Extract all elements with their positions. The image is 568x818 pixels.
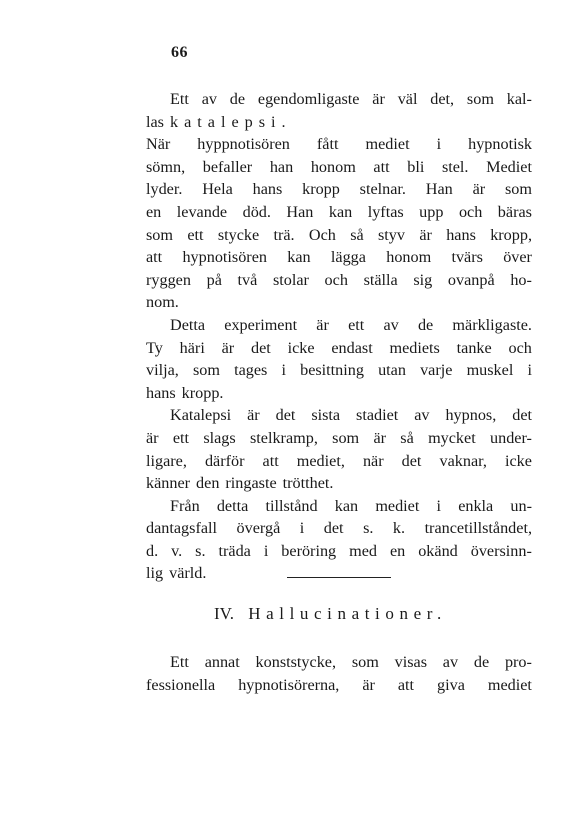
- word: nom.: [146, 293, 179, 312]
- word: v.: [171, 541, 183, 560]
- word: Från: [170, 496, 200, 515]
- word: annat: [204, 653, 240, 671]
- word: på: [206, 270, 222, 289]
- word: hans: [446, 225, 476, 244]
- word: tanke: [456, 338, 492, 357]
- word: lig: [146, 564, 164, 583]
- word: stadiet: [356, 406, 399, 425]
- word: är: [372, 90, 385, 108]
- word: hypnotisk: [468, 135, 532, 154]
- word: egendomligaste: [257, 90, 360, 108]
- word: mediet,: [296, 451, 345, 470]
- page-number: 66: [171, 44, 188, 61]
- emphasized-term: katalepsi.: [169, 112, 292, 131]
- word: är: [316, 315, 329, 334]
- text-line: [146, 651, 532, 674]
- word: kan: [334, 496, 359, 515]
- word: ho-: [510, 270, 532, 289]
- word: giva: [437, 675, 465, 694]
- word: stelkramp,: [249, 428, 318, 447]
- word: två: [237, 270, 258, 289]
- word: över: [503, 248, 532, 267]
- word: slags: [203, 428, 236, 447]
- word: muskel: [466, 361, 514, 380]
- word: s.: [363, 519, 374, 538]
- word: upp: [419, 202, 444, 221]
- word: som: [504, 180, 532, 199]
- word: att: [373, 157, 390, 176]
- word: tages: [234, 361, 268, 380]
- word: väl: [397, 90, 418, 108]
- word: ryggen: [146, 270, 191, 289]
- word: okänd: [418, 541, 458, 560]
- word: sig: [413, 270, 433, 289]
- word: i: [281, 361, 286, 380]
- word: sista: [311, 406, 341, 425]
- word: så: [400, 428, 414, 447]
- word: märkligaste.: [452, 315, 532, 334]
- continuing-text: [146, 651, 532, 696]
- word: stelnar.: [359, 180, 406, 199]
- body-text: [146, 88, 532, 585]
- word: hypnotisören: [182, 248, 267, 267]
- word: under-: [490, 428, 532, 447]
- word: trötthet.: [282, 474, 334, 493]
- word: hypnos,: [445, 406, 497, 425]
- word: och: [324, 270, 348, 289]
- word: bäras: [497, 202, 532, 221]
- section-number: IV.: [214, 604, 234, 623]
- text-line: [146, 178, 532, 201]
- text-line: [146, 269, 532, 292]
- word: ett: [348, 315, 365, 334]
- word: Mediet: [486, 157, 532, 176]
- word: trä.: [273, 225, 295, 244]
- word: och: [458, 202, 483, 221]
- word: trancetillståndet,: [424, 519, 532, 538]
- word: Ett: [170, 653, 189, 671]
- word: ovanpå: [447, 270, 495, 289]
- word: kal-: [506, 90, 532, 108]
- word: så: [350, 225, 364, 244]
- word: varje: [420, 361, 453, 380]
- word: träda: [218, 541, 251, 560]
- text-line: [146, 314, 532, 337]
- word: de: [417, 315, 434, 334]
- word: sömn,: [146, 157, 186, 176]
- word: de: [473, 653, 490, 671]
- word: mediet: [375, 496, 420, 515]
- word: ett: [187, 225, 204, 244]
- word: fått: [316, 135, 339, 154]
- word: känner: [146, 474, 191, 493]
- word: mycket: [428, 428, 476, 447]
- word: tvärs: [451, 248, 483, 267]
- word: är: [373, 428, 387, 447]
- word: är: [146, 428, 159, 447]
- word: stel.: [441, 157, 469, 176]
- word: ställa: [363, 270, 398, 289]
- word: stycke: [217, 225, 260, 244]
- word: som: [466, 90, 494, 108]
- text-line: [146, 133, 532, 156]
- word: det: [401, 451, 422, 470]
- word: Katalepsi: [170, 406, 232, 425]
- text-line: [146, 156, 532, 179]
- word: det: [323, 519, 344, 538]
- word: död.: [242, 202, 271, 221]
- word: utan: [378, 361, 406, 380]
- word: icke: [504, 451, 532, 470]
- word: stolar: [272, 270, 309, 289]
- word: Och: [308, 225, 336, 244]
- text-line: [146, 450, 532, 473]
- text-line: [146, 517, 532, 540]
- word: k.: [392, 519, 406, 538]
- word: är: [362, 675, 375, 694]
- word: icke: [287, 338, 315, 357]
- section-title: Hallucinationer.: [248, 604, 447, 623]
- word: lägga: [330, 248, 366, 267]
- word: kan: [328, 202, 353, 221]
- word: las: [146, 112, 164, 131]
- word: fessionella: [146, 675, 216, 694]
- word: kropp,: [490, 225, 532, 244]
- word: detta: [216, 496, 249, 515]
- word: av: [383, 315, 399, 334]
- word: experiment: [224, 315, 298, 334]
- word: som: [146, 225, 173, 244]
- word: en: [389, 541, 406, 560]
- word: ett: [172, 428, 190, 447]
- section-heading: [214, 604, 447, 624]
- text-line: [146, 562, 532, 585]
- word: den: [196, 474, 220, 493]
- word: hans: [252, 180, 283, 199]
- word: han: [269, 157, 294, 176]
- word: det,: [430, 90, 455, 108]
- word: av: [201, 90, 217, 108]
- word: i: [263, 541, 269, 560]
- text-line: [146, 674, 532, 697]
- word: i: [436, 135, 442, 154]
- word: d.: [146, 541, 159, 560]
- text-line: [146, 540, 532, 563]
- word: enkla: [458, 496, 494, 515]
- word: mediet: [365, 135, 410, 154]
- text-line: [146, 495, 532, 518]
- text-line: [146, 111, 532, 134]
- word: och: [508, 338, 532, 357]
- word: Ett: [170, 90, 189, 108]
- word: Ty: [146, 338, 163, 357]
- word: lyder.: [146, 180, 183, 199]
- word: en: [146, 202, 162, 221]
- word: konststycke,: [255, 653, 337, 671]
- word: mediet: [487, 675, 532, 694]
- word: Hela: [202, 180, 233, 199]
- word: levande: [176, 202, 228, 221]
- word: beröring: [281, 541, 337, 560]
- word: pro-: [504, 653, 532, 671]
- word: styv: [378, 225, 405, 244]
- word: det: [512, 406, 532, 425]
- word: i: [527, 361, 532, 380]
- word: s.: [195, 541, 206, 560]
- word: av: [414, 406, 430, 425]
- text-line: [146, 359, 532, 382]
- word: i: [436, 496, 442, 515]
- word: Detta: [170, 315, 206, 334]
- text-line: [146, 427, 532, 450]
- word: i: [299, 519, 305, 538]
- word: att: [262, 451, 279, 470]
- text-line: [146, 404, 532, 427]
- word: att: [397, 675, 415, 694]
- word: är: [419, 225, 432, 244]
- text-line: [146, 201, 532, 224]
- word: de: [229, 90, 246, 108]
- word: kropp.: [181, 383, 224, 402]
- word: därför: [204, 451, 245, 470]
- word: endast: [331, 338, 373, 357]
- word: med: [349, 541, 377, 560]
- text-line: [146, 224, 532, 247]
- word: när: [362, 451, 384, 470]
- word: värld.: [169, 564, 207, 583]
- word: hypnotisörerna,: [238, 675, 340, 694]
- word: ligare,: [146, 451, 187, 470]
- word: översinn-: [470, 541, 532, 560]
- text-line: [146, 246, 532, 269]
- word: övergå: [236, 519, 281, 538]
- word: lyftas: [367, 202, 404, 221]
- word: det: [251, 338, 271, 357]
- word: som: [192, 361, 220, 380]
- text-line: [146, 337, 532, 360]
- word: honom: [310, 157, 356, 176]
- word: av: [442, 653, 459, 671]
- word: tillstånd: [265, 496, 318, 515]
- word: ringaste: [225, 474, 277, 493]
- text-line: [146, 382, 532, 405]
- text-line: [146, 88, 532, 111]
- word: kropp: [302, 180, 340, 199]
- word: Han: [286, 202, 314, 221]
- word: Han: [425, 180, 453, 199]
- word: honom: [386, 248, 432, 267]
- word: dantagsfall: [146, 519, 218, 538]
- text-line: [146, 291, 532, 314]
- text-line: [146, 472, 532, 495]
- word: mediets: [389, 338, 440, 357]
- word: som: [351, 653, 379, 671]
- word: befaller: [202, 157, 253, 176]
- word: un-: [510, 496, 532, 515]
- word: som: [332, 428, 360, 447]
- word: det: [275, 406, 296, 425]
- word: visas: [394, 653, 427, 671]
- word: att: [146, 248, 163, 267]
- word: är: [221, 338, 235, 357]
- word: hans: [146, 383, 176, 402]
- word: vaknar,: [439, 451, 487, 470]
- word: häri: [179, 338, 205, 357]
- word: är: [247, 406, 260, 425]
- word: hyppnotisören: [197, 135, 290, 154]
- word: kan: [287, 248, 311, 267]
- word: När: [146, 135, 171, 154]
- word: besittning: [300, 361, 364, 380]
- section-divider: [287, 577, 391, 578]
- word: vilja,: [146, 361, 179, 380]
- word: är: [472, 180, 486, 199]
- word: bli: [407, 157, 425, 176]
